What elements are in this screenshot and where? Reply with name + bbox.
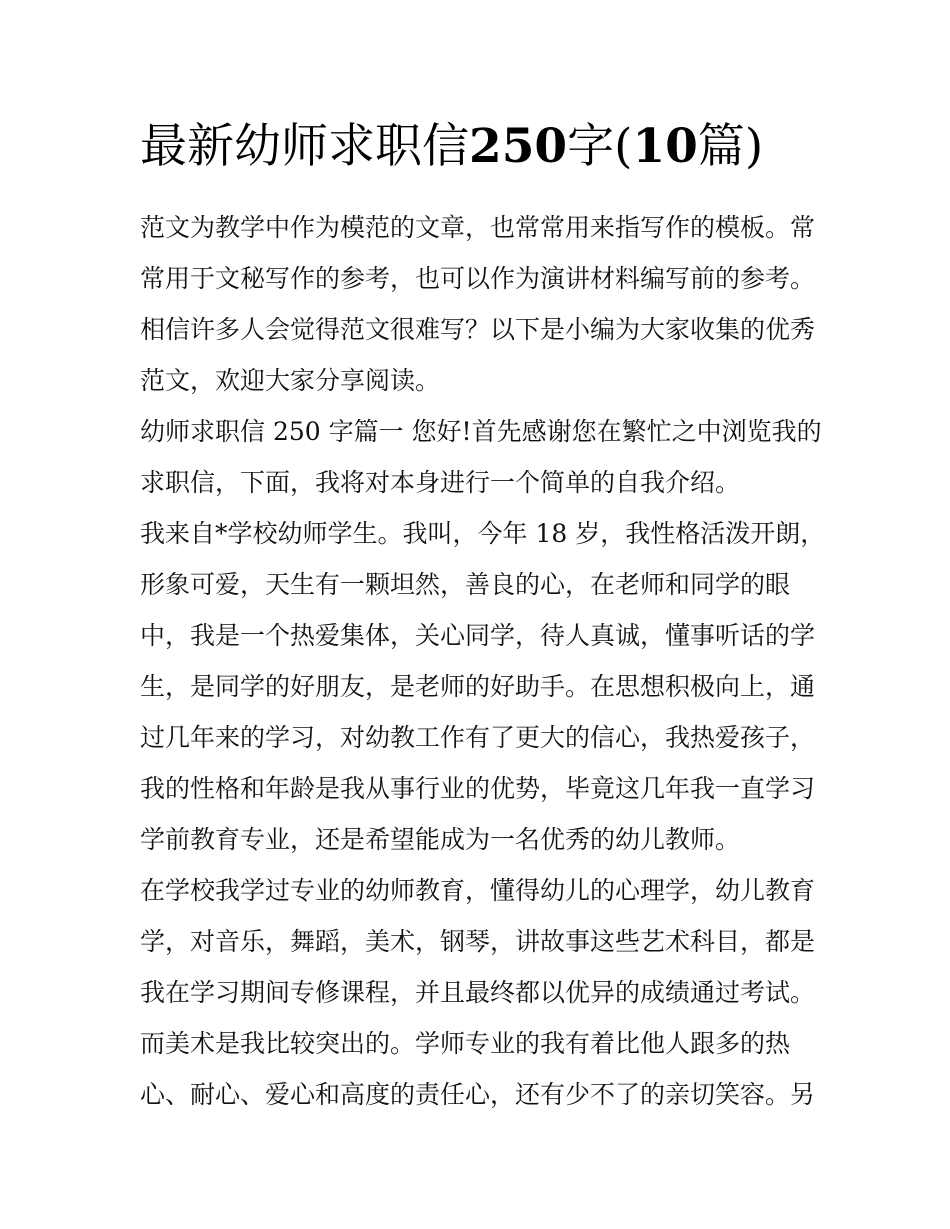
text-line: 求职信，下面，我将对本身进行一个简单的自我介绍。	[140, 468, 741, 497]
title-text-mid: 字(	[567, 119, 633, 174]
text-line: 范文为教学中作为模范的文章，也常常用来指写作的模板。常	[140, 213, 816, 242]
document-body	[140, 202, 830, 1120]
text-line: 我在学习期间专修课程，并且最终都以优异的成绩通过考试。	[140, 978, 816, 1007]
title-text-prefix: 最新幼师求职信	[140, 119, 469, 174]
text-line: 幼师求职信 250 字篇一 您好!首先感谢您在繁忙之中浏览我的	[140, 417, 822, 446]
title-number-10: 10	[632, 119, 698, 174]
text-line: 我的性格和年龄是我从事行业的优势，毕竟这几年我一直学习	[140, 774, 816, 803]
document-title	[140, 115, 840, 179]
title-text-suffix: 篇)	[697, 119, 764, 174]
text-line: 相信许多人会觉得范文很难写？以下是小编为大家收集的优秀	[140, 315, 816, 344]
text-line: 在学校我学过专业的幼师教育，懂得幼儿的心理学，幼儿教育	[140, 876, 816, 905]
text-line: 过几年来的学习，对幼教工作有了更大的信心，我热爱孩子，	[140, 723, 816, 752]
title-number-250: 250	[469, 119, 568, 174]
text-line: 学，对音乐，舞蹈，美术，钢琴，讲故事这些艺术科目，都是	[140, 927, 816, 956]
text-line: 生，是同学的好朋友，是老师的好助手。在思想积极向上，通	[140, 672, 816, 701]
text-line: 我来自*学校幼师学生。我叫，今年 18 岁，我性格活泼开朗，	[140, 519, 826, 548]
text-line: 形象可爱，天生有一颗坦然，善良的心，在老师和同学的眼	[140, 570, 791, 599]
text-line: 常用于文秘写作的参考，也可以作为演讲材料编写前的参考。	[140, 264, 816, 293]
text-line: 而美术是我比较突出的。学师专业的我有着比他人跟多的热	[140, 1029, 791, 1058]
text-line: 心、耐心、爱心和高度的责任心，还有少不了的亲切笑容。另	[140, 1080, 816, 1109]
text-line: 范文，欢迎大家分享阅读。	[140, 366, 441, 395]
text-line: 中，我是一个热爱集体，关心同学，待人真诚，懂事听话的学	[140, 621, 816, 650]
text-line: 学前教育专业，还是希望能成为一名优秀的幼儿教师。	[140, 825, 741, 854]
